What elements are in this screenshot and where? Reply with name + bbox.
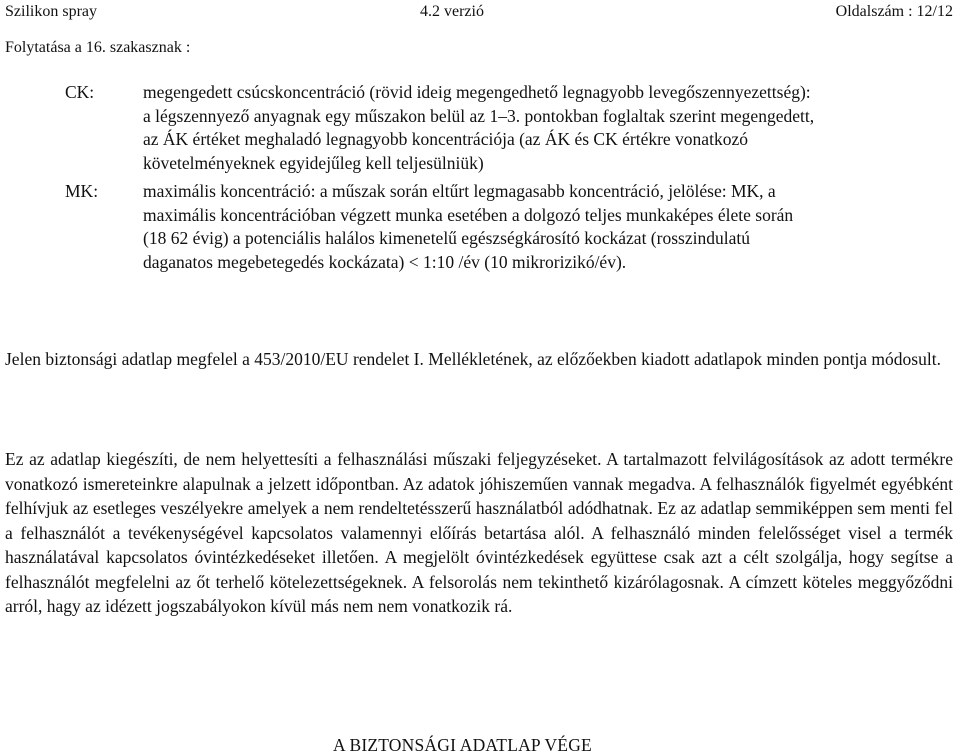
product-name: Szilikon spray [5,3,97,20]
definition-line: daganatos megebetegedés kockázata) < 1:10 /év (10 mikrorizikó/év). [143,251,627,272]
definition-body [143,81,953,175]
definition-term: MK: [65,181,99,201]
definition-line: követelményeknek egyidejűleg kell teljesülniük) [143,152,484,173]
compliance-paragraph: Jelen biztonsági adatlap megfelel a 453/2010/EU rendelet I. Mellékletének, az előzőekben kiadott adatlapok minden pontja módosult. [5,349,941,369]
page-label: Oldalszám : [835,3,913,20]
page-header [5,2,953,24]
version-label: 4.2 verzió [420,3,484,20]
definition-line: megengedett csúcskoncentráció (rövid ideig megengedhető legnagyobb levegőszennyezettség): [143,82,811,102]
page-number-group [836,2,953,22]
end-of-sheet-title: A BIZTONSÁGI ADATLAP VÉGE [333,735,592,755]
definition-line: maximális koncentrációban végzett munka esetében a dolgozó teljes munkaképes élete során [143,204,794,225]
definition-term: CK: [65,82,95,102]
disclaimer-paragraph: Ez az adatlap kiegészíti, de nem helyettesíti a felhasználási műszaki feljegyzéseket. A tartalmazott felvilágosítások az adott termékre vonatkozó ismereteinkre alapulnak a jelzett időpontban. Az adatok jóhiszeműen vannak megadva. A felhasználók figyelmét egyébként felhívjuk az esetleges veszélyekre amelyek a nem rendeltetésszerű használatból adódhatnak. Ez az adatlap semmiképpen sem menti fel a felhasználót a tevékenységével kapcsolatos valamennyi előírás betartása alól. A felhasználó minden felelősséget visel a termék használatával kapcsolatos óvintézkedéseket illetően. A megjelölt óvintézkedések együttese csak azt a célt szolgálja, hogy segítse a felhasználót megfelelni az őt terhelő kötelezettségeknek. A felsorolás nem tekinthető kizárólagosnak. A címzett köteles meggyőződni arról, hagy az idézett jogszabályokon kívül más nem nem vonatkozik rá. [5,449,953,616]
definition-line: maximális koncentráció: a műszak során eltűrt legmagasabb koncentráció, jelölése: MK, a [143,181,776,201]
definition-body [143,180,953,274]
continuation-note: Folytatása a 16. szakasznak : [5,39,191,56]
definition-line: (18 62 évig) a potenciális halálos kimenetelű egészségkárosító kockázat (rosszindulatú [143,228,750,248]
definition-line: a légszennyező anyagnak egy műszakon belül az 1–3. pontokban foglaltak szerint megengedett, [143,105,815,126]
definition-line: az ÁK értéket meghaladó legnagyobb koncentrációja (az ÁK és CK értékre vonatkozó [143,129,748,149]
page-number: 12/12 [916,3,953,20]
